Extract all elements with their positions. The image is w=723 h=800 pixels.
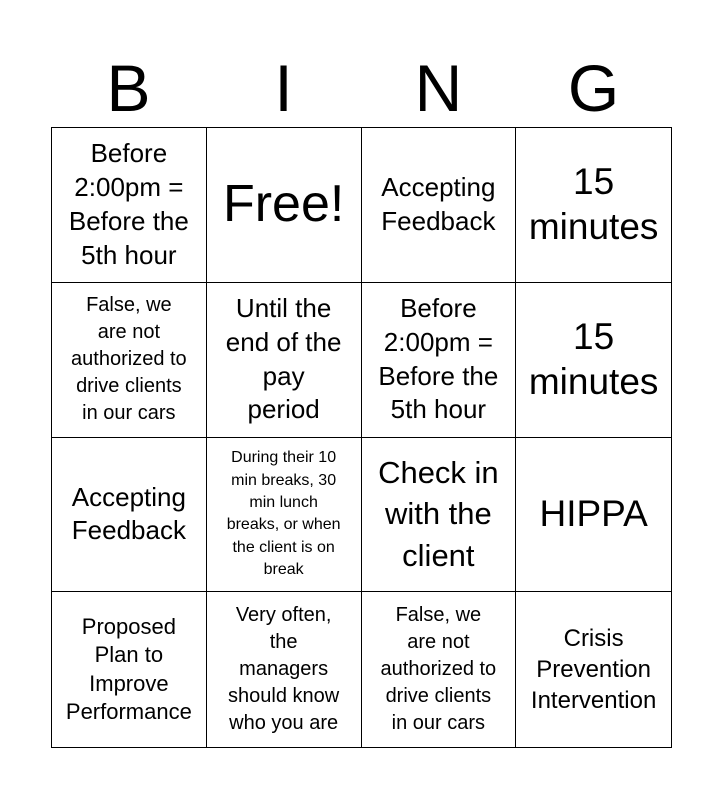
bingo-cell-r4c4[interactable] — [516, 592, 671, 747]
header-letter-b: B — [106, 51, 151, 125]
bingo-cell-r1c1[interactable] — [52, 128, 207, 283]
bingo-cell-r3c3[interactable] — [362, 438, 517, 593]
header-letter-n: N — [414, 51, 463, 125]
cell-text: Before 2:00pm = Before the 5th hour — [378, 293, 499, 425]
bingo-header — [51, 48, 671, 128]
header-letter-g: G — [567, 51, 620, 125]
bingo-cell-r2c4[interactable] — [516, 283, 671, 438]
cell-text: Accepting Feedback — [71, 481, 186, 546]
cell-text: Free! — [222, 175, 345, 234]
bingo-cell-r3c1[interactable] — [52, 438, 207, 593]
bingo-cell-r4c3[interactable] — [362, 592, 517, 747]
cell-text: Before 2:00pm = Before the 5th hour — [68, 138, 189, 270]
bingo-cell-r1c3[interactable] — [362, 128, 517, 283]
cell-text: Accepting Feedback — [381, 172, 496, 236]
bingo-cell-free[interactable] — [207, 128, 362, 283]
bingo-cell-r2c1[interactable] — [52, 283, 207, 438]
cell-text: 15 minutes — [528, 161, 659, 247]
cell-text: False, we are not authorized to drive clients in our cars — [71, 294, 187, 425]
cell-text: Very often, the managers should know who you are — [228, 604, 340, 735]
cell-text: HIPPA — [539, 493, 648, 535]
bingo-cell-r2c3[interactable] — [362, 283, 517, 438]
bingo-board — [51, 127, 672, 748]
cell-text: Crisis Prevention Intervention — [530, 624, 657, 715]
bingo-cell-r3c2[interactable] — [207, 438, 362, 593]
bingo-cell-r4c2[interactable] — [207, 592, 362, 747]
cell-text: Proposed Plan to Improve Performance — [65, 614, 192, 724]
bingo-cell-r3c4[interactable] — [516, 438, 671, 593]
cell-text: During their 10 min breaks, 30 min lunch breaks, or when the client is on break — [226, 449, 341, 579]
bingo-cell-r4c1[interactable] — [52, 592, 207, 747]
cell-text: False, we are not authorized to drive clients in our cars — [380, 604, 497, 735]
cell-text: 15 minutes — [528, 316, 659, 402]
bingo-cell-r1c4[interactable] — [516, 128, 671, 283]
header-letter-i: I — [274, 51, 293, 125]
bingo-cell-r2c2[interactable] — [207, 283, 362, 438]
cell-text: Check in with the client — [378, 454, 499, 574]
cell-text: Until the end of the pay period — [225, 293, 342, 425]
